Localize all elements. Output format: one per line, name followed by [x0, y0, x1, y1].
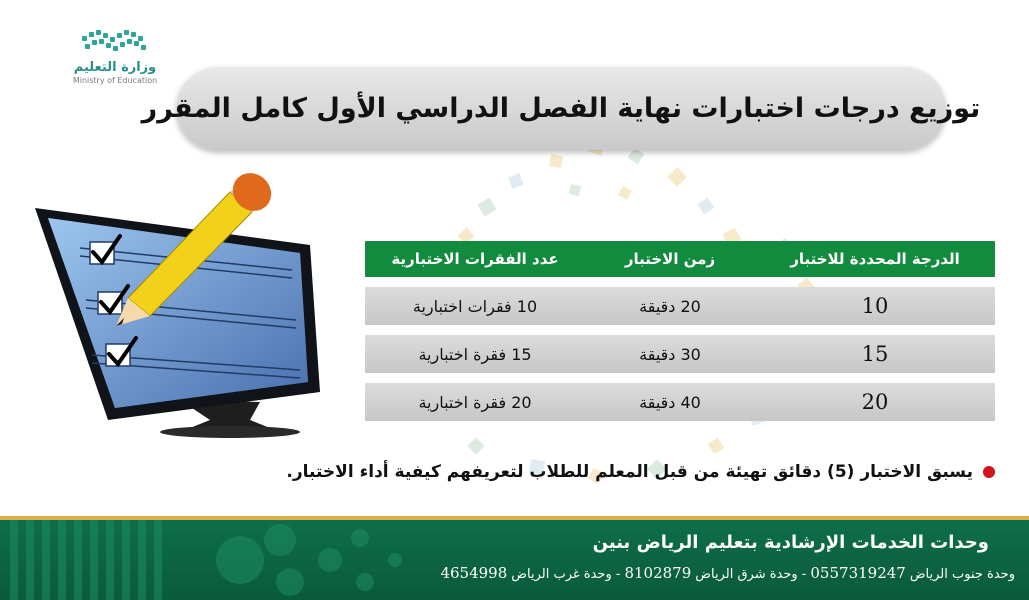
grade-table [365, 241, 995, 421]
computer-checklist-icon [20, 170, 350, 440]
cell-items: 10 فقرات اختبارية [412, 296, 538, 316]
unit-number: 4654998 [440, 564, 508, 582]
logo-name-en: Ministry of Education [72, 76, 158, 85]
header-items: عدد الفقرات الاختبارية [391, 250, 559, 268]
note-text: يسبق الاختبار (5) دقائق تهيئة من قبل المعلم للطلاب لتعريفهم كيفية أداء الاختبار. [286, 462, 973, 482]
cell-items: 20 فقرة اختبارية [418, 392, 532, 412]
cell-grade: 10 [861, 294, 889, 318]
footer [0, 520, 1029, 600]
unit-label: وحدة جنوب الرياض [909, 567, 1015, 582]
table-row [365, 383, 995, 421]
cell-items: 15 فقرة اختبارية [418, 344, 532, 364]
unit-number: 8102879 [624, 564, 692, 582]
cell-time: 40 دقيقة [639, 392, 701, 412]
unit-separator: - [615, 567, 621, 582]
table-row [365, 287, 995, 325]
logo-name-ar: وزارة التعليم [73, 60, 157, 75]
unit-number: 0557319247 [810, 564, 906, 582]
unit-label: وحدة غرب الرياض [511, 567, 612, 582]
header-time: زمن الاختبار [624, 250, 716, 268]
footer-title: وحدات الخدمات الإرشادية بتعليم الرياض بنين [592, 532, 989, 553]
bullet-icon [983, 466, 995, 478]
header-grade: الدرجة المحددة للاختبار [790, 250, 960, 268]
footer-circles [200, 520, 500, 600]
table-row [365, 335, 995, 373]
unit-label: وحدة شرق الرياض [695, 567, 798, 582]
cell-time: 30 دقيقة [639, 344, 701, 364]
title-banner [141, 66, 981, 150]
unit-separator: - [801, 567, 807, 582]
cell-grade: 15 [861, 342, 889, 366]
table-header [365, 241, 995, 277]
footer-units [440, 564, 1015, 582]
cell-time: 20 دقيقة [639, 296, 701, 316]
ministry-logo-icon [80, 28, 150, 58]
page-title: توزيع درجات اختبارات نهاية الفصل الدراسي الأول كامل المقرر [141, 92, 981, 124]
cell-grade: 20 [861, 390, 889, 414]
note [195, 462, 995, 482]
